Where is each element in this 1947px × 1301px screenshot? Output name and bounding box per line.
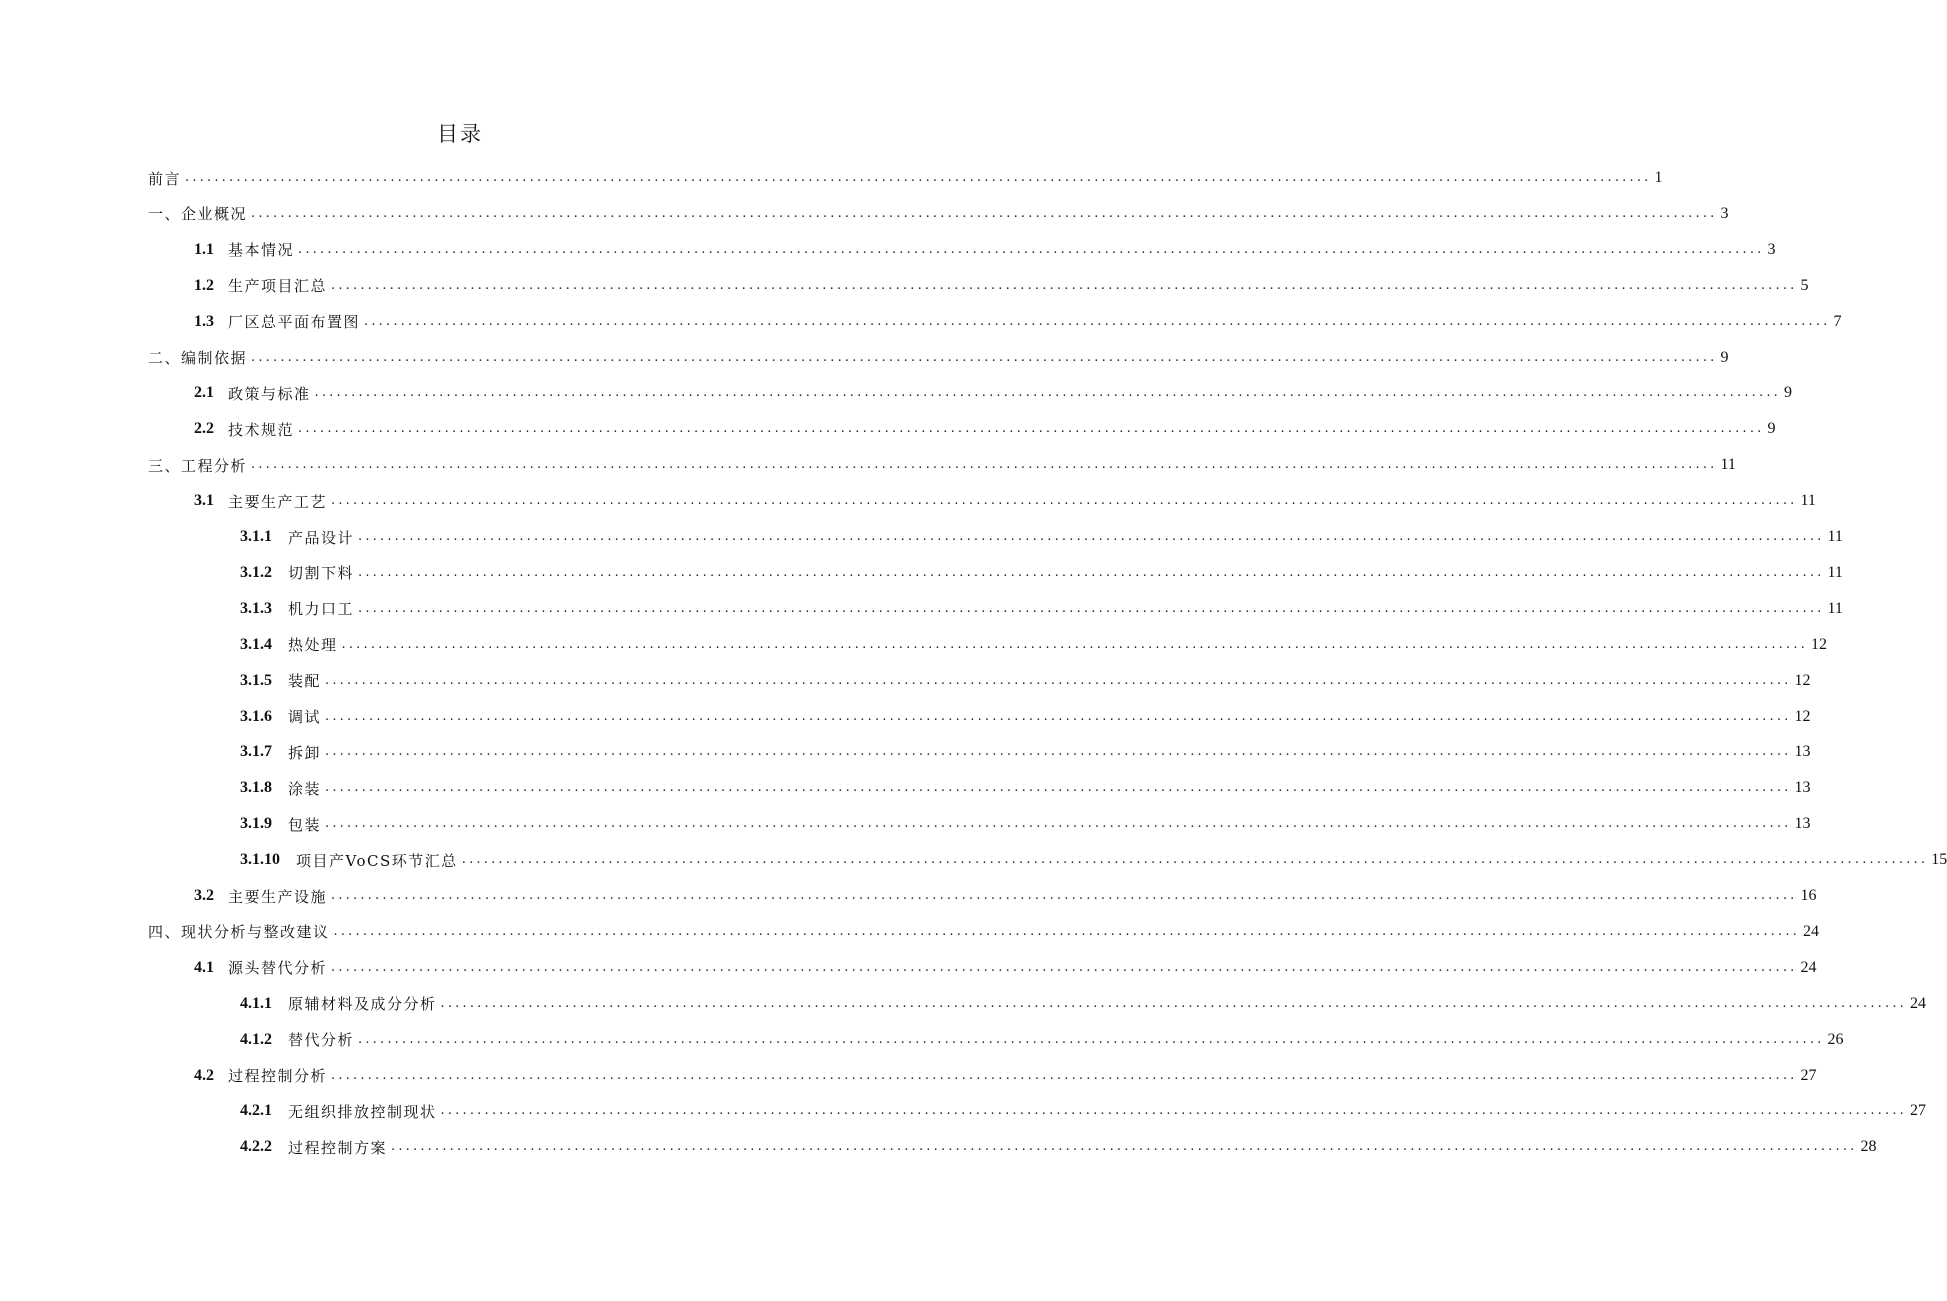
toc-entry[interactable]: [240, 1026, 1844, 1054]
toc-entry-page-number: 3: [1720, 204, 1729, 222]
toc-entry-title: 切割下料: [288, 564, 355, 583]
dot-leader: ........................................................................................................................................................................................................: [358, 564, 1825, 580]
toc-entry-title: 包装: [288, 815, 322, 834]
toc-entry-page-number: 13: [1794, 743, 1811, 761]
toc-entry-page-number: 15: [1931, 851, 1947, 869]
toc-entry-page-number: 24: [1800, 958, 1817, 976]
dot-leader: ........................................................................................................................................................................................................: [461, 852, 1929, 868]
toc-entry-number: 4.1.2: [240, 1030, 272, 1048]
toc-entry-number: 3.1.8: [240, 779, 272, 797]
dot-leader: ........................................................................................................................................................................................................: [358, 600, 1825, 616]
toc-entry-title: 技术规范: [228, 420, 295, 439]
toc-entry[interactable]: [194, 236, 1776, 264]
toc-entry-title: 主要生产工艺: [228, 492, 328, 511]
toc-entry-page-number: 9: [1783, 384, 1792, 402]
toc-entry-page-number: 24: [1909, 994, 1926, 1012]
toc-entry-page-number: 11: [1827, 599, 1843, 617]
toc-entry-page-number: 27: [1909, 1102, 1926, 1120]
dot-leader: ........................................................................................................................................................................................................: [331, 277, 1798, 293]
toc-entry-title: 政策与标准: [228, 384, 311, 403]
toc-entry-page-number: 7: [1833, 312, 1842, 330]
toc-entry[interactable]: [194, 954, 1817, 982]
dot-leader: ........................................................................................................................................................................................................: [298, 421, 1765, 437]
toc-entry-page-number: 12: [1794, 707, 1811, 725]
toc-entry-page-number: 11: [1827, 563, 1843, 581]
toc-entry-title: 项目产VoCS环节汇总: [296, 851, 458, 870]
dot-leader: ........................................................................................................................................................................................................: [314, 385, 1781, 401]
toc-entry-title: 主要生产设施: [228, 887, 328, 906]
toc-entry-title: 装配: [288, 672, 322, 691]
dot-leader: ........................................................................................................................................................................................................: [325, 816, 1792, 832]
toc-entry-page-number: 27: [1800, 1066, 1817, 1084]
toc-entry[interactable]: [240, 523, 1843, 551]
toc-entry[interactable]: [240, 559, 1843, 587]
toc-entry-page-number: 12: [1810, 635, 1827, 653]
toc-entry[interactable]: [240, 738, 1811, 766]
dot-leader: ........................................................................................................................................................................................................: [325, 672, 1792, 688]
toc-entry[interactable]: [240, 667, 1811, 695]
toc-entry-page-number: 9: [1720, 348, 1729, 366]
dot-leader: ........................................................................................................................................................................................................: [331, 888, 1798, 903]
toc-entry-page-number: 11: [1827, 528, 1843, 545]
toc-entry[interactable]: [194, 882, 1817, 910]
toc-entry-page-number: 26: [1827, 1030, 1844, 1048]
toc-entry-page-number: 3: [1767, 240, 1776, 258]
toc-entry-title: 生产项目汇总: [228, 277, 328, 296]
toc-entry[interactable]: [194, 308, 1842, 336]
dot-leader: ........................................................................................................................................................................................................: [251, 457, 1718, 473]
toc-entry[interactable]: [240, 703, 1811, 731]
toc-entry-title: 一、企业概况: [148, 205, 248, 224]
dot-leader: ........................................................................................................................................................................................................: [358, 1031, 1825, 1047]
toc-entry-number: 3.1: [194, 492, 214, 510]
toc-entry-title: 三、工程分析: [148, 456, 248, 475]
toc-entry-number: 3.2: [194, 887, 214, 904]
toc-entry-title: 无组织排放控制现状: [288, 1102, 437, 1121]
dot-leader: ........................................................................................................................................................................................................: [333, 923, 1800, 939]
toc-entry-title: 厂区总平面布置图: [228, 313, 361, 332]
toc-entry-title: 替代分析: [288, 1031, 355, 1050]
toc-entry-number: 3.1.5: [240, 671, 272, 689]
toc-entry[interactable]: [240, 1097, 1926, 1125]
toc-entry-number: 4.2.2: [240, 1138, 272, 1156]
toc-entry[interactable]: [194, 487, 1816, 515]
toc-entry-title: 源头替代分析: [228, 959, 328, 978]
toc-entry[interactable]: [240, 990, 1926, 1018]
toc-entry[interactable]: [148, 200, 1729, 228]
toc-entry-page-number: 1: [1654, 169, 1663, 186]
toc-entry[interactable]: [240, 774, 1811, 802]
toc-entry[interactable]: [148, 918, 1819, 946]
toc-entry-number: 3.1.4: [240, 635, 272, 653]
toc-entry-title: 过程控制分析: [228, 1067, 328, 1085]
page-title: 目录: [437, 122, 483, 146]
toc-entry[interactable]: [240, 595, 1843, 623]
dot-leader: ........................................................................................................................................................................................................: [251, 205, 1718, 221]
toc-entry-title: 产品设计: [288, 528, 355, 547]
toc-entry-title: 热处理: [288, 636, 338, 655]
dot-leader: ........................................................................................................................................................................................................: [331, 959, 1798, 975]
dot-leader: ........................................................................................................................................................................................................: [440, 995, 1907, 1011]
dot-leader: ........................................................................................................................................................................................................: [251, 349, 1718, 365]
toc-entry-page-number: 11: [1800, 492, 1816, 510]
toc-entry-page-number: 24: [1802, 922, 1819, 940]
dot-leader: ........................................................................................................................................................................................................: [391, 1139, 1858, 1155]
toc-entry-page-number: 12: [1794, 671, 1811, 689]
dot-leader: ........................................................................................................................................................................................................: [325, 708, 1792, 724]
dot-leader: ........................................................................................................................................................................................................: [185, 170, 1652, 185]
toc-entry-page-number: 11: [1720, 456, 1736, 474]
toc-entry-number: 1.2: [194, 276, 214, 294]
toc-entry-page-number: 13: [1794, 779, 1811, 797]
toc-entry-number: 3.1.3: [240, 599, 272, 617]
toc-entry-page-number: 16: [1800, 887, 1817, 904]
toc-entry-number: 1.1: [194, 240, 214, 258]
toc-entry-title: 基本情况: [228, 241, 295, 260]
dot-leader: ........................................................................................................................................................................................................: [325, 780, 1792, 796]
toc-entry-title: 前言: [148, 169, 182, 188]
toc-entry[interactable]: [240, 810, 1811, 838]
dot-leader: ........................................................................................................................................................................................................: [331, 493, 1798, 509]
dot-leader: ........................................................................................................................................................................................................: [341, 636, 1808, 652]
dot-leader: ........................................................................................................................................................................................................: [325, 744, 1792, 760]
toc-entry[interactable]: [194, 1062, 1817, 1090]
toc-entry[interactable]: [240, 1133, 1877, 1161]
toc-entry-number: 3.1.7: [240, 743, 272, 761]
toc-entry-number: 3.1.2: [240, 563, 272, 581]
toc-entry-title: 原辅材料及成分分析: [288, 995, 437, 1014]
toc-entry-number: 4.2: [194, 1066, 214, 1084]
toc-entry-number: 3.1.9: [240, 815, 272, 833]
dot-leader: ........................................................................................................................................................................................................: [298, 241, 1765, 257]
toc-entry-title: 拆卸: [288, 743, 322, 762]
toc-entry-number: 3.1.6: [240, 707, 272, 725]
toc-entry[interactable]: [194, 379, 1792, 407]
toc-entry[interactable]: [194, 272, 1809, 300]
toc-entry-number: 1.3: [194, 312, 214, 330]
toc-entry[interactable]: [240, 846, 1947, 874]
toc-entry[interactable]: [148, 344, 1729, 372]
toc-entry-number: 2.1: [194, 384, 214, 402]
toc-entry-number: 3.1.1: [240, 528, 272, 545]
dot-leader: ........................................................................................................................................................................................................: [364, 313, 1831, 329]
toc-entry[interactable]: [194, 415, 1776, 443]
toc-entry-page-number: 9: [1767, 420, 1776, 438]
toc-entry-number: 3.1.10: [240, 851, 280, 869]
toc-entry-number: 4.2.1: [240, 1102, 272, 1120]
toc-entry-title: 机力口工: [288, 600, 355, 619]
toc-entry-title: 涂装: [288, 779, 322, 798]
toc-entry-title: 四、现状分析与整改建议: [148, 923, 330, 942]
toc-entry-number: 4.1: [194, 958, 214, 976]
toc-entry-title: 过程控制方案: [288, 1138, 388, 1157]
toc-entry-title: 调试: [288, 708, 322, 726]
toc-entry-number: 2.2: [194, 420, 214, 438]
toc-entry-number: 4.1.1: [240, 994, 272, 1012]
toc-entry-page-number: 13: [1794, 815, 1811, 833]
dot-leader: ........................................................................................................................................................................................................: [440, 1103, 1907, 1119]
toc-entry[interactable]: [148, 451, 1736, 479]
toc-entry[interactable]: [148, 164, 1663, 192]
toc-entry-page-number: 5: [1800, 276, 1809, 294]
dot-leader: ........................................................................................................................................................................................................: [331, 1067, 1798, 1083]
dot-leader: ........................................................................................................................................................................................................: [358, 529, 1825, 544]
toc-entry-title: 二、编制依据: [148, 349, 248, 367]
toc-entry[interactable]: [240, 631, 1827, 659]
toc-entry-page-number: 28: [1860, 1138, 1877, 1156]
